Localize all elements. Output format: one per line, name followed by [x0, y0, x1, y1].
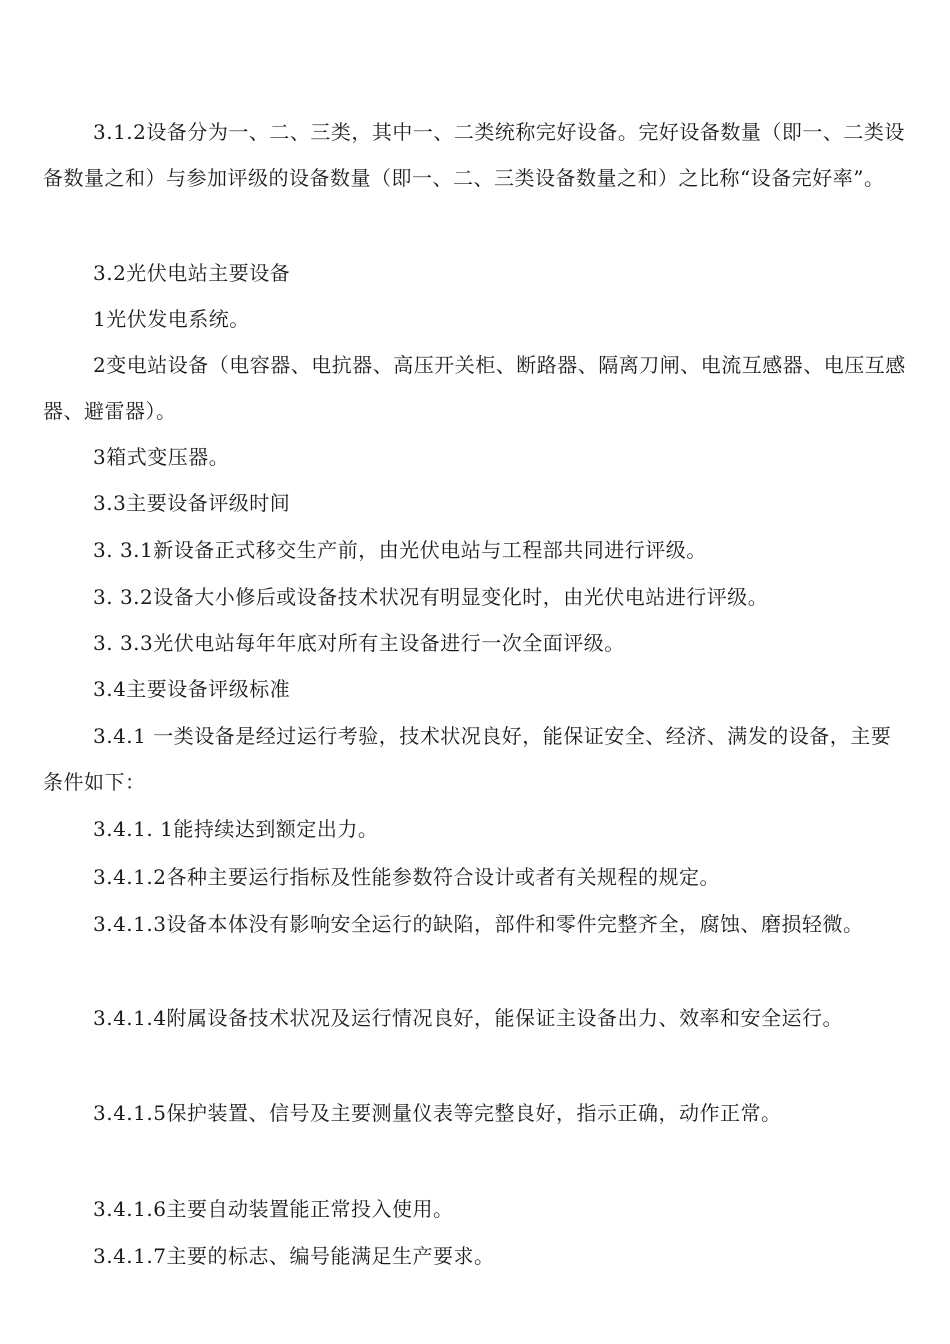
heading-3-3: 3.3主要设备评级时间: [93, 491, 291, 515]
paragraph-3-4-1-7: 3.4.1.7主要的标志、编号能满足生产要求。: [93, 1244, 495, 1268]
paragraph-3-3-2: 3. 3.2设备大小修后或设备技术状况有明显变化时，由光伏电站进行评级。: [93, 585, 769, 609]
paragraph-3-4-1: 3.4.1 一类设备是经过运行考验，技术状况良好，能保证安全、经济、满发的设备，主要条件如下：: [43, 724, 892, 794]
paragraph-3-1-2: 3.1.2设备分为一、二、三类，其中一、二类统称完好设备。完好设备数量（即一、二类设备数量之和）与参加评级的设备数量（即一、二、三类设备数量之和）之比称“设备完好率”。: [43, 120, 905, 190]
list-item-3: 3箱式变压器。: [93, 445, 230, 469]
heading-3-4: 3.4主要设备评级标准: [93, 677, 291, 701]
paragraph-3-3-3: 3. 3.3光伏电站每年年底对所有主设备进行一次全面评级。: [93, 631, 625, 655]
list-item-2: 2变电站设备（电容器、电抗器、高压开关柜、断路器、隔离刀闸、电流互感器、电压互感器、避雷器）。: [43, 353, 906, 423]
paragraph-3-4-1-2: 3.4.1.2各种主要运行指标及性能参数符合设计或者有关规程的规定。: [93, 865, 720, 889]
paragraph-3-4-1-5: 3.4.1.5保护装置、信号及主要测量仪表等完整良好，指示正确，动作正常。: [93, 1101, 782, 1125]
paragraph-3-4-1-1: 3.4.1. 1能持续达到额定出力。: [93, 817, 379, 841]
paragraph-3-4-1-6: 3.4.1.6主要自动装置能正常投入使用。: [93, 1197, 454, 1221]
paragraph-3-4-1-4: 3.4.1.4附属设备技术状况及运行情况良好，能保证主设备出力、效率和安全运行。: [93, 1006, 843, 1030]
heading-3-2: 3.2光伏电站主要设备: [93, 261, 291, 285]
paragraph-3-3-1: 3. 3.1新设备正式移交生产前，由光伏电站与工程部共同进行评级。: [93, 538, 707, 562]
paragraph-3-4-1-3: 3.4.1.3设备本体没有影响安全运行的缺陷，部件和零件完整齐全，腐蚀、磨损轻微。: [93, 912, 864, 936]
list-item-1: 1光伏发电系统。: [93, 307, 250, 331]
